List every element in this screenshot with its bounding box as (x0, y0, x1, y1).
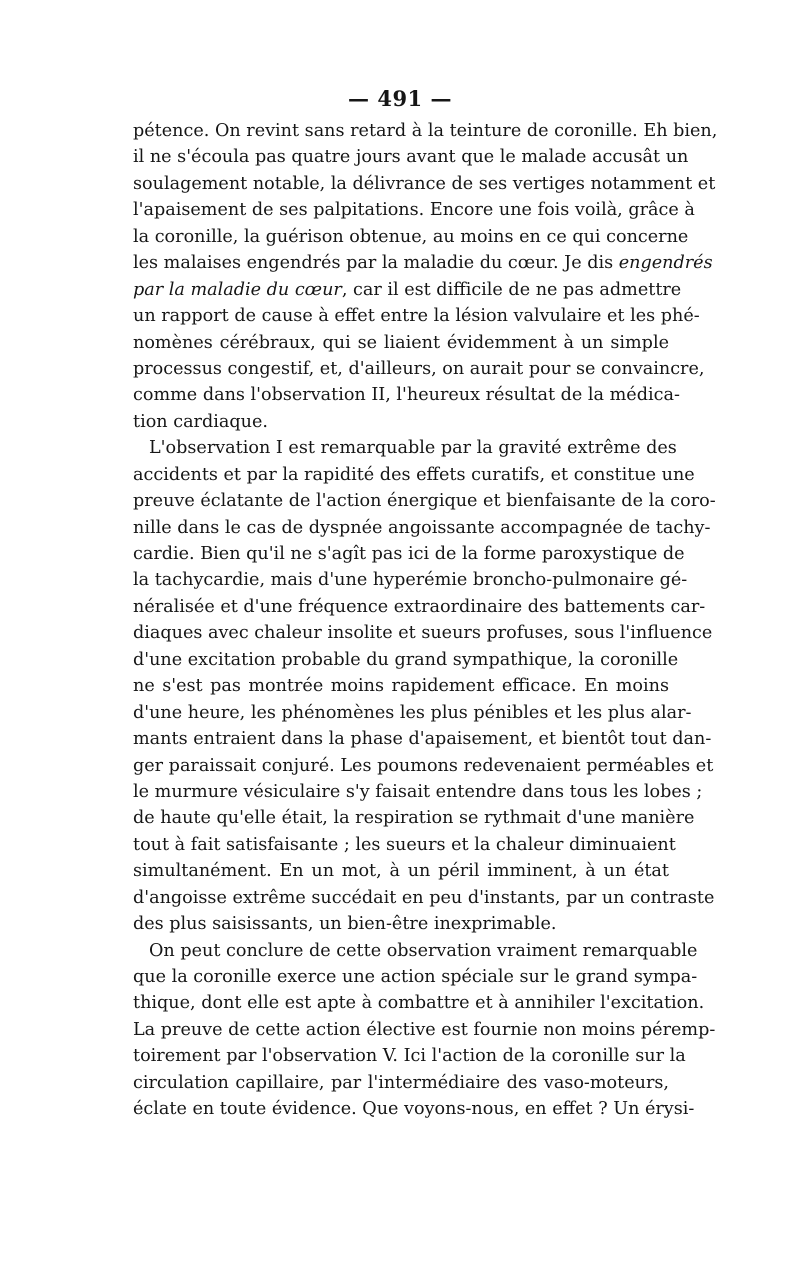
text-line: toirement par l'observation V. Ici l'action de la coronille sur la (133, 1046, 686, 1067)
paragraph-start-line: L'observation I est remarquable par la gravité extrême des (149, 438, 677, 459)
text-segment: , car il est difficile de ne pas admettre (341, 279, 682, 300)
text-line: thique, dont elle est apte à combattre et à annihiler l'excitation. (133, 993, 705, 1014)
paragraph-end-line: des plus saisissants, un bien-être inexprimable. (133, 914, 557, 935)
text-line: pétence. On revint sans retard à la teinture de coronille. Eh bien, (133, 121, 718, 141)
text-line: La preuve de cette action élective est fournie non moins péremp- (133, 1019, 716, 1040)
text-line: éclate en toute évidence. Que voyons-nous, en effet ? Un érysi- (133, 1099, 695, 1120)
text-line: de haute qu'elle était, la respiration se rythmait d'une manière (133, 808, 695, 829)
text-line: processus congestif, et, d'ailleurs, on aurait pour se convaincre, (133, 358, 705, 379)
text-line: accidents et par la rapidité des effets curatifs, et constitue une (133, 464, 695, 485)
text-line: il ne s'écoula pas quatre jours avant que le malade accusât un (133, 147, 689, 168)
paragraph-end-line: tion cardiaque. (133, 411, 268, 432)
text-line: ger paraissait conjuré. Les poumons redevenaient perméables et (133, 755, 714, 776)
italic-segment: par la maladie du cœur (133, 279, 342, 300)
text-line: la coronille, la guérison obtenue, au moins en ce qui concerne (133, 226, 689, 247)
text-line: soulagement notable, la délivrance de ses vertiges notamment et (133, 173, 716, 194)
text-line: que la coronille exerce une action spéciale sur le grand sympa- (133, 967, 698, 987)
text-line: néralisée et d'une fréquence extraordinaire des battements car- (133, 596, 706, 617)
text-line: simultanément. En un mot, à un péril imminent, à un état (133, 861, 669, 882)
text-line: le murmure vésiculaire s'y faisait entendre dans tous les lobes ; (133, 781, 703, 802)
text-line: comme dans l'observation II, l'heureux résultat de la médica- (133, 385, 680, 406)
text-line: d'une heure, les phénomènes les plus pénibles et les plus alar- (133, 702, 692, 723)
text-line: nomènes cérébraux, qui se liaient évidemment à un simple (133, 332, 669, 353)
text-line: circulation capillaire, par l'intermédiaire des vaso-moteurs, (133, 1072, 669, 1093)
page-number: — 491 — (348, 86, 452, 111)
text-line: d'angoisse extrême succédait en peu d'instants, par un contraste (133, 887, 715, 908)
text-line: nille dans le cas de dyspnée angoissante accompagnée de tachy- (133, 517, 711, 538)
text-line: preuve éclatante de l'action énergique et bienfaisante de la coro- (133, 491, 716, 512)
body-text (133, 118, 718, 1123)
text-line: mants entraient dans la phase d'apaisement, et bientôt tout dan- (133, 729, 712, 750)
text-line: ne s'est pas montrée moins rapidement efficace. En moins (133, 676, 669, 697)
italic-segment: engendrés (618, 253, 713, 274)
text-line: cardie. Bien qu'il ne s'agît pas ici de la forme paroxystique de (133, 544, 685, 564)
text-line: d'une excitation probable du grand sympathique, la coronille (133, 649, 679, 670)
text-line: diaques avec chaleur insolite et sueurs profuses, sous l'influence (133, 623, 713, 644)
text-line: tout à fait satisfaisante ; les sueurs et la chaleur diminuaient (133, 834, 676, 855)
text-line-with-italic (133, 250, 713, 276)
text-line-with-italic (133, 277, 682, 303)
text-line: l'apaisement de ses palpitations. Encore une fois voilà, grâce à (133, 200, 695, 221)
paragraph-start-line: On peut conclure de cette observation vraiment remarquable (149, 940, 698, 961)
text-line: un rapport de cause à effet entre la lésion valvulaire et les phé- (133, 306, 700, 327)
text-line: la tachycardie, mais d'une hyperémie broncho-pulmonaire gé- (133, 570, 688, 591)
text-segment: les malaises engendrés par la maladie du cœur. Je dis (133, 253, 619, 274)
